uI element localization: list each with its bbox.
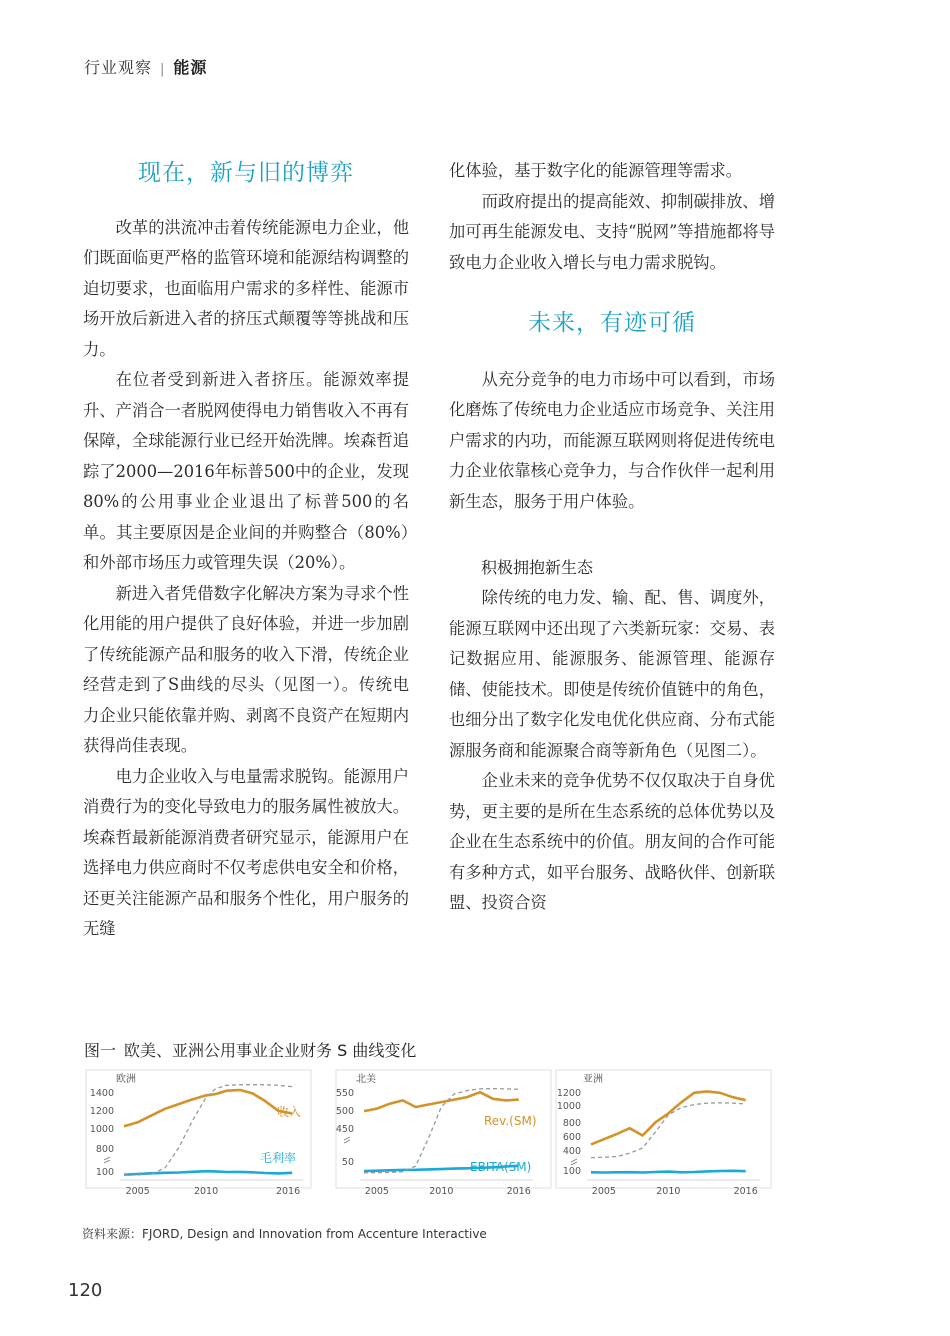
series-line <box>591 1171 746 1173</box>
paragraph-new-players: 除传统的电力发、输、配、售、调度外，能源互联网中还出现了六类新玩家：交易、表记数据应用、能源服务、能源管理、能源存储、使能技术。即使是传统价值链中的角色，也细分出了数字化发电优化供应商、分布式能源服务商和能源聚合商等新角色（见图二）。 <box>449 588 775 760</box>
y-tick-label: 1200 <box>89 1106 114 1117</box>
charts-svg <box>84 1068 774 1208</box>
paragraph-continuation: 化体验，基于数字化的能源管理等需求。 <box>449 161 743 180</box>
y-tick-label: 600 <box>562 1132 581 1143</box>
figure-source: 资料来源：FJORD, Design and Innovation from Accenture Interactive <box>82 1227 487 1241</box>
series-label: 收入 <box>277 1105 302 1119</box>
y-tick-label: 50 <box>341 1157 354 1168</box>
paragraph-reform: 改革的洪流冲击着传统能源电力企业，他们既面临更严格的监管环境和能源结构调整的迫切要求，也面临用户需求的多样性、能源市场开放后新进入者的挤压式颠覆等等挑战和压力。 <box>83 217 409 359</box>
y-tick-label: 1200 <box>556 1088 581 1099</box>
x-tick-label: 2005 <box>591 1186 616 1197</box>
x-tick-label: 2016 <box>506 1186 531 1197</box>
left-column <box>83 156 409 945</box>
running-header <box>84 55 207 78</box>
y-tick-label: 400 <box>562 1146 581 1157</box>
x-tick-label: 2010 <box>429 1186 454 1197</box>
y-tick-label: 100 <box>95 1167 114 1178</box>
series-line <box>591 1091 746 1144</box>
x-tick-label: 2016 <box>275 1186 301 1197</box>
y-tick-label: 100 <box>562 1166 581 1177</box>
chart-title: 亚洲 <box>583 1074 603 1085</box>
y-tick-label: 450 <box>335 1124 354 1135</box>
paragraph-market: 从充分竞争的电力市场中可以看到，市场化磨炼了传统电力企业适应市场竞争、关注用户需求的内功，而能源互联网则将促进传统电力企业依靠核心竞争力，与合作伙伴一起利用新生态，服务于用户体验。 <box>449 369 775 511</box>
subheading-ecosystem: 积极拥抱新生态 <box>481 558 594 577</box>
y-tick-label: 550 <box>335 1088 354 1099</box>
x-tick-label: 2005 <box>364 1186 389 1197</box>
x-tick-label: 2010 <box>193 1186 219 1197</box>
y-tick-label: 800 <box>562 1118 581 1129</box>
figure-number: 图一 <box>84 1041 117 1060</box>
series-label: Rev.(SM) <box>484 1114 537 1128</box>
y-tick-label: 1000 <box>556 1101 581 1112</box>
paragraph-government: 而政府提出的提高能效、抑制碳排放、增加可再生能源发电、支持“脱网”等措施都将导致电力企业收入增长与电力需求脱钩。 <box>449 191 775 272</box>
header-separator: | <box>160 62 166 77</box>
axis-break-mark <box>104 1157 110 1163</box>
figure-title <box>84 1038 416 1061</box>
header-topic: 能源 <box>173 58 208 77</box>
series-label: 毛利率 <box>260 1151 297 1165</box>
paragraph-competitive-advantage: 企业未来的竞争优势不仅仅取决于自身优势，更主要的是所在生态系统的总体优势以及企业在生态系统中的价值。朋友间的合作可能有多种方式，如平台服务、战略伙伴、创新联盟、投资合资 <box>449 771 775 912</box>
right-column <box>449 156 775 919</box>
s-curve-charts <box>84 1068 774 1208</box>
y-tick-label: 1400 <box>89 1088 114 1099</box>
paragraph-incumbents: 在位者受到新进入者挤压。能源效率提升、产消合一者脱网使得电力销售收入不再有保障，全球能源行业已经开始洗牌。埃森哲追踪了2000—2016年标普500中的企业，发现80%的公用事业企业退出了标普500的名单。其主要原因是企业间的并购整合（80%）和外部市场压力或管理失误（20%）。 <box>83 370 409 572</box>
paragraph-new-entrants: 新进入者凭借数字化解决方案为寻求个性化用能的用户提供了良好体验，并进一步加剧了传统能源产品和服务的收入下滑，传统企业经营走到了S曲线的尽头（见图一）。传统电力企业只能依靠并购、剥离不良资产在短期内获得尚佳表现。 <box>83 583 409 755</box>
y-tick-label: 1000 <box>89 1124 114 1135</box>
paragraph-decoupling: 电力企业收入与电量需求脱钩。能源用户消费行为的变化导致电力的服务属性被放大。埃森哲最新能源消费者研究显示，能源用户在选择电力供应商时不仅考虑供电安全和价格，还更关注能源产品和服务个性化，用户服务的无缝 <box>83 766 409 938</box>
y-tick-label: 500 <box>335 1106 354 1117</box>
axis-break-mark <box>571 1159 577 1165</box>
series-label: EBITA(SM) <box>470 1160 532 1174</box>
y-tick-label: 800 <box>95 1144 114 1155</box>
chart-title: 北美 <box>356 1074 376 1085</box>
section-heading-now: 现在，新与旧的博弈 <box>138 160 354 186</box>
figure-caption: 欧美、亚洲公用事业企业财务 S 曲线变化 <box>124 1041 417 1060</box>
page-number: 120 <box>68 1280 103 1301</box>
header-section: 行业观察 <box>84 58 153 77</box>
series-line <box>124 1171 292 1175</box>
x-tick-label: 2016 <box>733 1186 758 1197</box>
x-tick-label: 2005 <box>125 1186 150 1197</box>
x-tick-label: 2010 <box>656 1186 681 1197</box>
axis-break-mark <box>344 1137 350 1143</box>
chart-title: 欧洲 <box>116 1074 136 1085</box>
trend-line <box>591 1103 746 1158</box>
series-line <box>364 1092 519 1111</box>
section-heading-future: 未来，有迹可循 <box>528 310 696 336</box>
